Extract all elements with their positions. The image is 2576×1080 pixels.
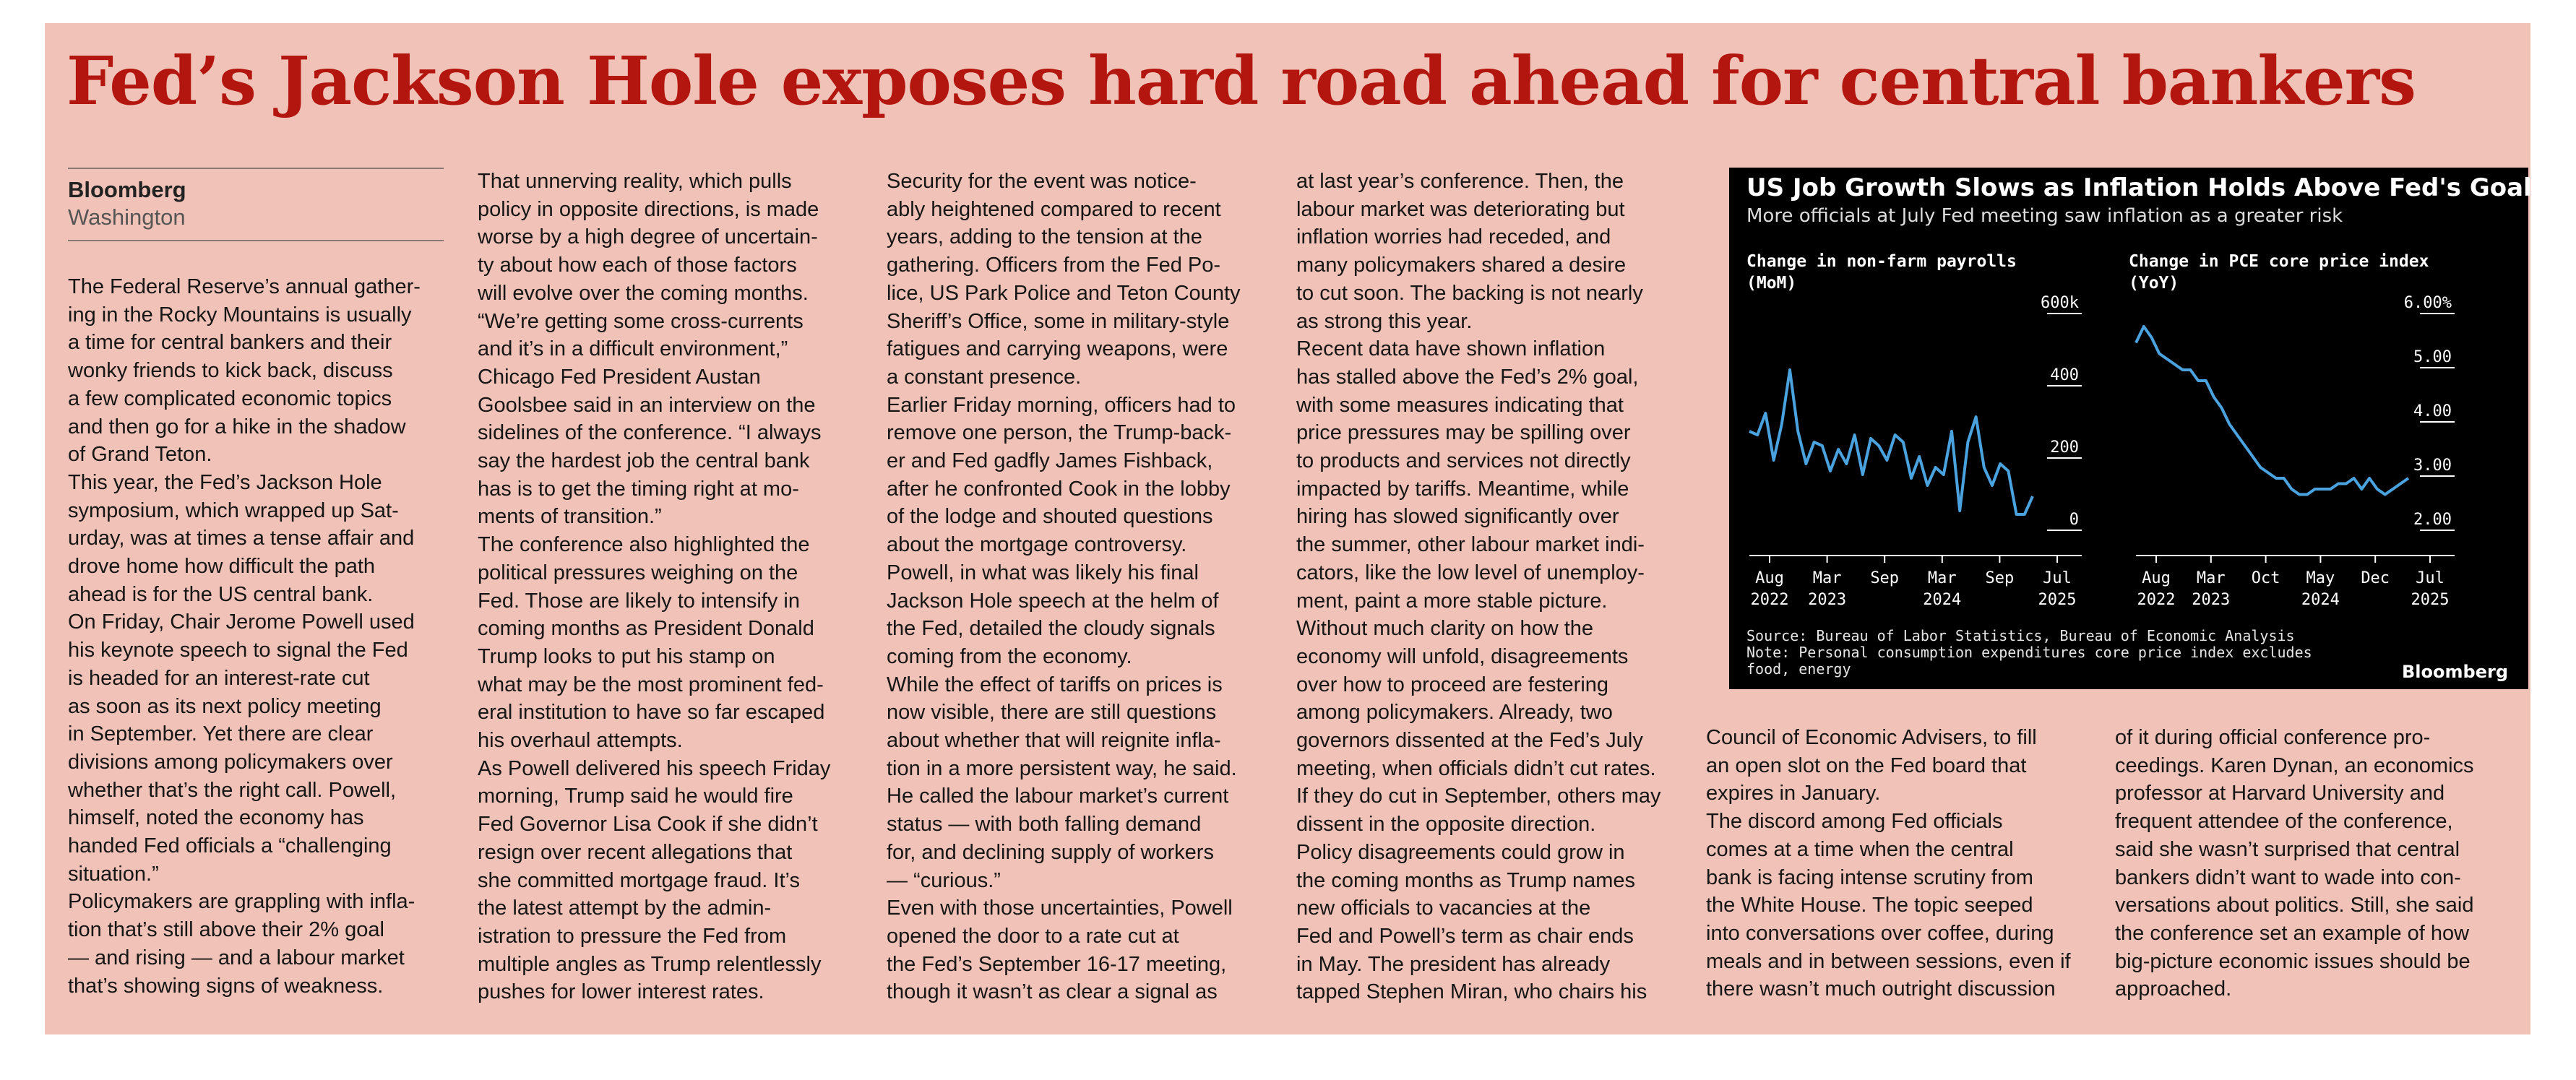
chart-subtitle: More officials at July Fed meeting saw inflation as a greater risk — [1746, 205, 2343, 227]
payrolls-x-tick-label: Jul — [2043, 569, 2072, 587]
payrolls-x-tick-label: Sep — [1985, 569, 2015, 587]
chart-source: Source: Bureau of Labor Statistics, Bureau of Economic Analysis — [1746, 627, 2295, 644]
article-paragraph: Without much clarity on how the economy will unfold, disagreements over how to proceed are festering among policymakers. Already, two governors dissented at the Fed’s July meeting, when officials didn’t cut rates. If they do cut in September, others may dissent in the opposite direction. — [1296, 617, 1661, 837]
pce-x-tick-label: Aug — [2142, 569, 2171, 587]
job-growth-inflation-chart — [1729, 168, 2532, 689]
pce-x-tick-label: May — [2306, 569, 2335, 587]
article-paragraph: Even with those uncertainties, Powell opened the door to a rate cut at the Fed’s September 16-17 meeting, though it wasn’t as clear a signal as — [887, 897, 1233, 1004]
headline: Fed’s Jackson Hole exposes hard road ahead for central bankers — [66, 42, 2416, 120]
article-paragraph: at last year’s conference. Then, the labour market was deteriorating but inflation worries had receded, and many policymakers shared a desire to cut soon. The backing is not nearly as strong this year. — [1296, 170, 1643, 333]
payrolls-x-tick-label: 2025 — [2038, 591, 2077, 609]
pce-panel-title: Change in PCE core price index (YoY) — [2129, 252, 2429, 293]
article-column-5 — [1706, 724, 2096, 1003]
payrolls-x-tick-label: Mar — [1812, 569, 1842, 587]
article-paragraph: On Friday, Chair Jerome Powell used his keynote speech to signal the Fed is headed for an interest-rate cut as soon as its next policy meeting in September. Yet there are clear divisions among policymakers over whether that’s the right call. Powell, himself, noted the economy has handed Fed officials a “challenging situation.” — [68, 610, 415, 886]
payrolls-x-tick-label: 2023 — [1808, 591, 1847, 609]
article-paragraph: Policy disagreements could grow in the coming months as Trump names new officials to vacancies at the Fed and Powell’s term as chair ends in May. The president has already tapped Stephen Miran, who chairs his — [1296, 840, 1647, 1004]
article-paragraph: The Federal Reserve’s annual gather- ing in the Rocky Mountains is usually a time for central bankers and their wonky friends to kick back, discuss a few complicated economic topics and then go for a hike in the shadow of Grand Teton. — [68, 275, 421, 467]
article-paragraph: That unnerving reality, which pulls policy in opposite directions, is made worse by a high degree of uncertain- ty about how each of those factors will evolve over the coming months. “We’re getting some cross-currents and it’s in a difficult environment,” Chicago Fed President Austan Goolsbee said in an interview on the sidelines of the conference. “I always say the hardest job the central bank has is to get the timing right at mo- ments of transition.” — [478, 170, 822, 529]
pce-y-tick-label: 6.00% — [2403, 294, 2452, 312]
article-paragraph: While the effect of tariffs on prices is now visible, there are still questions about whether that will reignite infla- tion in a more persistent way, he said. He called the labour market’s current status — with both falling demand for, and declining supply of workers — “curious.” — [887, 673, 1237, 892]
pce-x-tick-label: 2025 — [2411, 591, 2450, 609]
pce-x-tick-label: Jul — [2416, 569, 2444, 587]
payrolls-x-tick-label: Sep — [1870, 569, 1900, 587]
payrolls-x-tick-label: Mar — [1927, 569, 1957, 587]
article-paragraph: This year, the Fed’s Jackson Hole symposium, which wrapped up Sat- urday, was at times a tense affair and drove home how difficult the path ahead is for the US central bank. — [68, 470, 415, 606]
article-paragraph: Earlier Friday morning, officers had to remove one person, the Trump-back- er and Fed gadfly James Fishback, after he confronted Cook in the lobby of the lodge and shouted questions about the mortgage controversy. — [887, 393, 1236, 557]
article-paragraph: The discord among Fed officials comes at a time when the central bank is facing intense scrutiny from the White House. The topic seeped into conversations over coffee, during meals and in between sessions, even if there wasn’t much outright discussion — [1706, 810, 2071, 1001]
pce-x-tick-label: 2024 — [2301, 591, 2340, 609]
pce-y-tick-label: 3.00 — [2413, 457, 2452, 475]
article-column-1 — [68, 168, 444, 1000]
payrolls-y-tick-label: 400 — [2050, 366, 2079, 384]
pce-series-line — [2136, 327, 2408, 495]
chart-note: Note: Personal consumption expenditures core price index excludes food, energy — [1746, 644, 2312, 678]
article-paragraph: Powell, in what was likely his final Jackson Hole speech at the helm of the Fed, detailed the cloudy signals coming from the economy. — [887, 561, 1219, 668]
pce-x-tick-label: Dec — [2361, 569, 2390, 587]
article-panel — [45, 23, 2530, 1034]
payrolls-y-tick-label: 0 — [2069, 511, 2079, 529]
pce-x-tick-label: 2022 — [2137, 591, 2176, 609]
article-column-2 — [478, 168, 868, 1006]
pce-x-tick-label: 2023 — [2192, 591, 2231, 609]
article-column-4 — [1296, 168, 1701, 1006]
payrolls-x-tick-label: 2024 — [1923, 591, 1962, 609]
payrolls-y-tick-label: 200 — [2050, 439, 2079, 457]
article-column-6 — [2115, 724, 2520, 1003]
pce-y-tick-label: 2.00 — [2413, 511, 2452, 529]
article-paragraph: of it during official conference pro- ceedings. Karen Dynan, an economics professor at Harvard University and frequent attendee of the conference, said she wasn’t surprised that central bankers didn’t want to wade into con- versations about politics. Still, she said the conference set an example of how big-picture economic issues should be approached. — [2115, 726, 2474, 1001]
article-paragraph: Recent data have shown inflation has stalled above the Fed’s 2% goal, with some measures indicating that price pressures may be spilling over to products and services not directly impacted by tariffs. Meantime, while hiring has slowed significantly over the summer, other labour market indi- cators, like the low level of unemploy- ment, paint a more stable picture. — [1296, 337, 1645, 613]
byline — [68, 168, 444, 241]
article-paragraph: Policymakers are grappling with infla- tion that’s still above their 2% goal — and rising — and a labour market that’s showing signs of weakness. — [68, 890, 415, 998]
article-paragraph: Security for the event was notice- ably heightened compared to recent years, adding to the tension at the gathering. Officers from the Fed Po- lice, US Park Police and Teton County Sheriff’s Office, some in military-style fatigues and carrying weapons, were a constant presence. — [887, 170, 1241, 389]
byline-org: Bloomberg — [68, 177, 186, 202]
payrolls-x-tick-label: Aug — [1755, 569, 1784, 587]
payrolls-series-line — [1749, 370, 2033, 514]
byline-location: Washington — [68, 204, 186, 230]
article-paragraph: As Powell delivered his speech Friday morning, Trump said he would fire Fed Governor Lisa Cook if she didn’t resign over recent allegations that she committed mortgage fraud. It’s the latest attempt by the admin- istration to pressure the Fed from multiple angles as Trump relentlessly pushes for lower interest rates. — [478, 756, 831, 1004]
payrolls-x-tick-label: 2022 — [1750, 591, 1789, 609]
chart-title: US Job Growth Slows as Inflation Holds Above Fed's Goal — [1746, 173, 2532, 202]
pce-y-tick-label: 4.00 — [2413, 402, 2452, 420]
chart-plot-area — [1729, 168, 2528, 689]
pce-x-tick-label: Oct — [2251, 569, 2280, 587]
article-paragraph: The conference also highlighted the political pressures weighing on the Fed. Those are likely to intensify in coming months as President Donald Trump looks to put his stamp on what may be the most prominent fed- eral institution to have so far escaped his overhaul attempts. — [478, 533, 825, 753]
payrolls-panel-title: Change in non-farm payrolls (MoM) — [1746, 252, 2017, 293]
article-paragraph: Council of Economic Advisers, to fill an open slot on the Fed board that expires in January. — [1706, 726, 2037, 805]
article-column-3 — [887, 168, 1277, 1006]
pce-y-tick-label: 5.00 — [2413, 348, 2452, 366]
payrolls-y-tick-label: 600k — [2041, 294, 2079, 312]
pce-x-tick-label: Mar — [2196, 569, 2226, 587]
bloomberg-logo: Bloomberg — [2402, 662, 2508, 682]
